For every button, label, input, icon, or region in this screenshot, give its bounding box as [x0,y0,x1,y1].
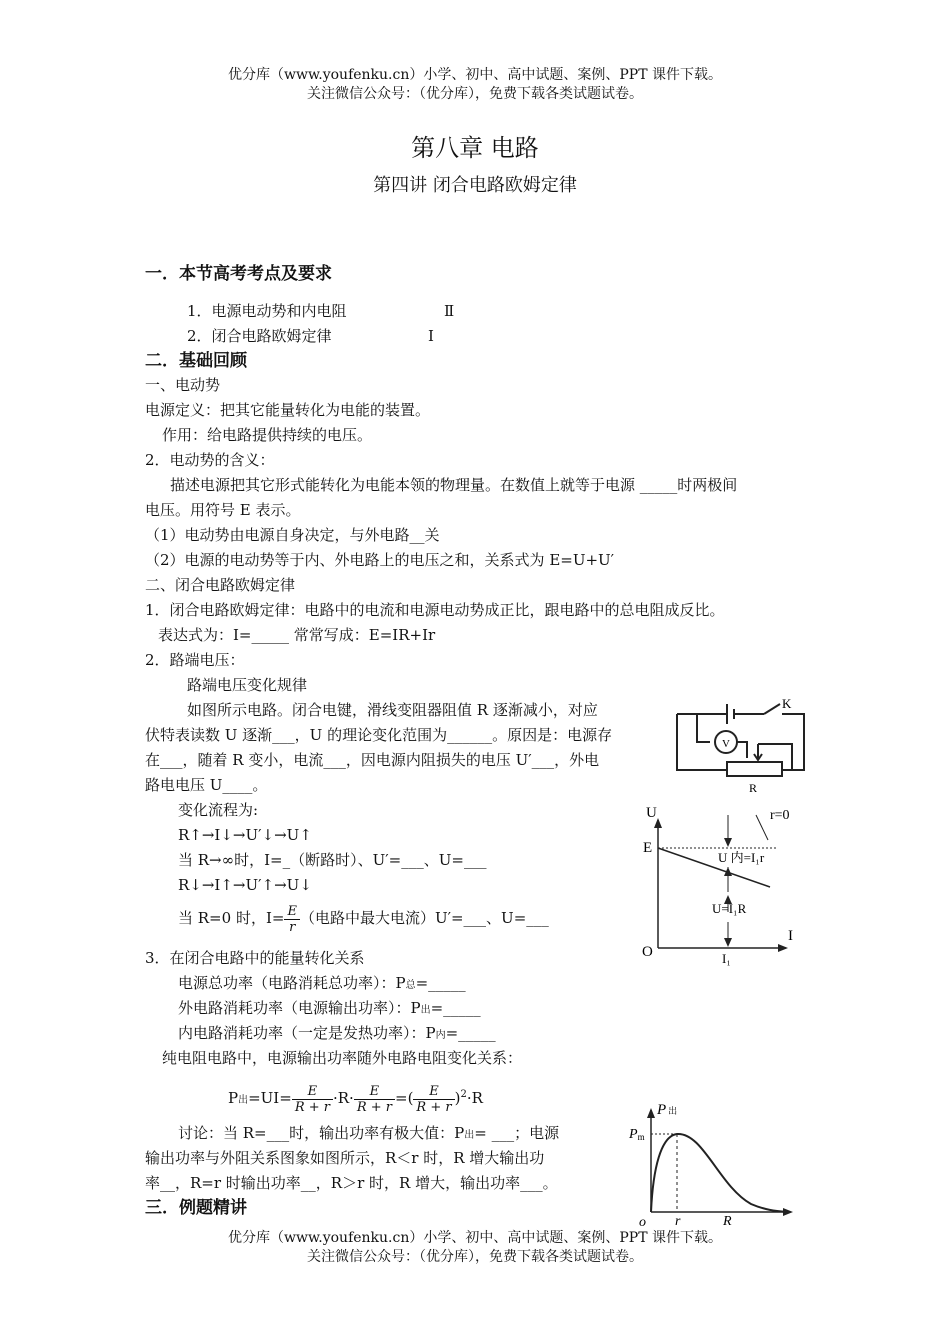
i1-label: I₁ [722,951,731,966]
text-line: 1．闭合电路欧姆定律：电路中的电流和电源电动势成正比，跟电路中的总电阻成反比。 [145,601,725,619]
resistor-label: R [749,781,758,795]
pm-label: Pm [629,1127,645,1142]
output-power-formula: P出=UI= $\frac{E}{R + r}$ ·R· $\frac{E}{R + r}$ =( $\frac{E}{R + r}$ )$^2$·R [228,1083,483,1115]
r0-leader [756,815,768,840]
r0-label: r=0 [770,808,790,823]
text-line: R↑→I↓→U′↓→U↑ [178,826,312,844]
r-axis-label: R [723,1214,732,1229]
i-axis-arrow [778,944,788,952]
fraction-E-over-r: $\frac{E}{r}$ [284,904,300,935]
text-line: 3．在闭合电路中的能量转化关系 [145,949,365,967]
text-line: 电压。用符号 E 表示。 [145,501,301,519]
text-line: 描述电源把其它形式能转化为电能本领的物理量。在数值上就等于电源 _____时两极间 [170,476,738,494]
voltmeter-label: V [722,738,730,750]
text-line: 率__，R=r 时输出功率__，R＞r 时，R 增大，输出功率___。 [145,1174,558,1192]
text-line: 2．电动势的含义： [145,451,275,469]
text-line: 表达式为：I=_____ 常常写成：E=IR+Ir [158,626,436,644]
uin-label: U 内=I₁r [718,850,765,865]
text-line: 外电路消耗功率（电源输出功率）：P出=_____ [178,999,481,1017]
section-heading-2: 二．基础回顾 [145,351,247,371]
p-r-graph [625,1098,800,1230]
header-line-1: 优分库（www.youfenku.cn）小学、初中、高中试题、案例、PPT 课件下载。 [227,67,722,83]
text-line: 伏特表读数 U 逐渐___，U 的理论变化范围为______。原因是：电源存 [145,726,613,744]
text-line: （1）电动势由电源自身决定，与外电路__关 [145,526,440,544]
lecture-title: 第四讲 闭合电路欧姆定律 [373,175,577,196]
chapter-title: 第八章 电路 [411,134,539,162]
e-label: E [643,840,653,856]
section-heading-3: 三．例题精讲 [145,1198,247,1218]
switch-label: K [782,696,792,711]
origin-label: O [642,944,653,960]
rheostat-resistor [727,762,782,776]
subsection-emf: 一、电动势 [145,376,221,394]
text-line: 内电路消耗功率（一定是发热功率）：P内=_____ [178,1024,496,1042]
requirement-1: 1．电源电动势和内电阻 [187,302,347,320]
text-line: （2）电源的电动势等于内、外电路上的电压之和，关系式为 E=U+U′ [145,551,615,569]
requirement-2-level: Ⅰ [428,327,434,345]
text-line: 输出功率与外阻关系图象如图所示，R＜r 时，R 增大输出功 [145,1149,545,1167]
text-line: 纯电阻电路中，电源输出功率随外电路电阻变化关系： [162,1049,523,1067]
u-i-graph [638,800,798,970]
circuit-diagram [672,692,812,795]
text-line: 路端电压变化规律 [187,676,308,694]
p-axis-label: P出 [657,1102,678,1118]
text-line: 变化流程为: [178,801,259,819]
footer-line-1: 优分库（www.youfenku.cn）小学、初中、高中试题、案例、PPT 课件下载。 [227,1230,722,1246]
switch-blade [764,704,780,714]
requirement-2: 2．闭合电路欧姆定律 [187,327,332,345]
text-line: 电源总功率（电路消耗总功率）：P总=_____ [178,974,466,992]
u-label: U=I₁R [712,901,747,916]
text-line: 路电电压 U____。 [145,776,268,794]
r-label: r [675,1214,681,1229]
text-line: 在___，随着 R 变小，电流___，因电源内阻损失的电压 U′___，外电 [145,751,600,769]
text-line: 作用：给电路提供持续的电压。 [162,426,373,444]
p-axis-arrow [647,1108,655,1118]
i-axis-label: I [788,928,793,944]
requirement-1-level: Ⅱ [444,302,455,320]
text-line: 电源定义：把其它能量转化为电能的装置。 [145,401,431,419]
origin-label: o [639,1215,646,1230]
text-line: 当 R→∞时，I=_（断路时）、U′=___、U=___ [178,851,487,869]
footer-line-2: 关注微信公众号：（优分库），免费下载各类试题试卷。 [307,1249,643,1265]
text-line: 2．路端电压： [145,651,245,669]
section-heading-1: 一．本节高考考点及要求 [145,264,332,284]
text-line: R↓→I↑→U′↑→U↓ [178,876,312,894]
circuit-wire [737,742,747,758]
text-line: 讨论：当 R=___时，输出功率有极大值：P出= ___；电源 [178,1124,560,1142]
power-curve [651,1134,787,1212]
text-line-max-current: 当 R=0 时，I= $\frac{E}{r}$ （电路中最大电流）U′=___、U=___ [178,903,549,935]
header-line-2: 关注微信公众号：（优分库），免费下载各类试题试卷。 [307,86,643,102]
u-axis-label: U [646,805,657,821]
text-line: 如图所示电路。闭合电键，滑线变阻器阻值 R 逐渐减小，对应 [187,701,598,719]
subsection-ohm: 二、闭合电路欧姆定律 [145,576,296,594]
circuit-wire [697,714,710,742]
